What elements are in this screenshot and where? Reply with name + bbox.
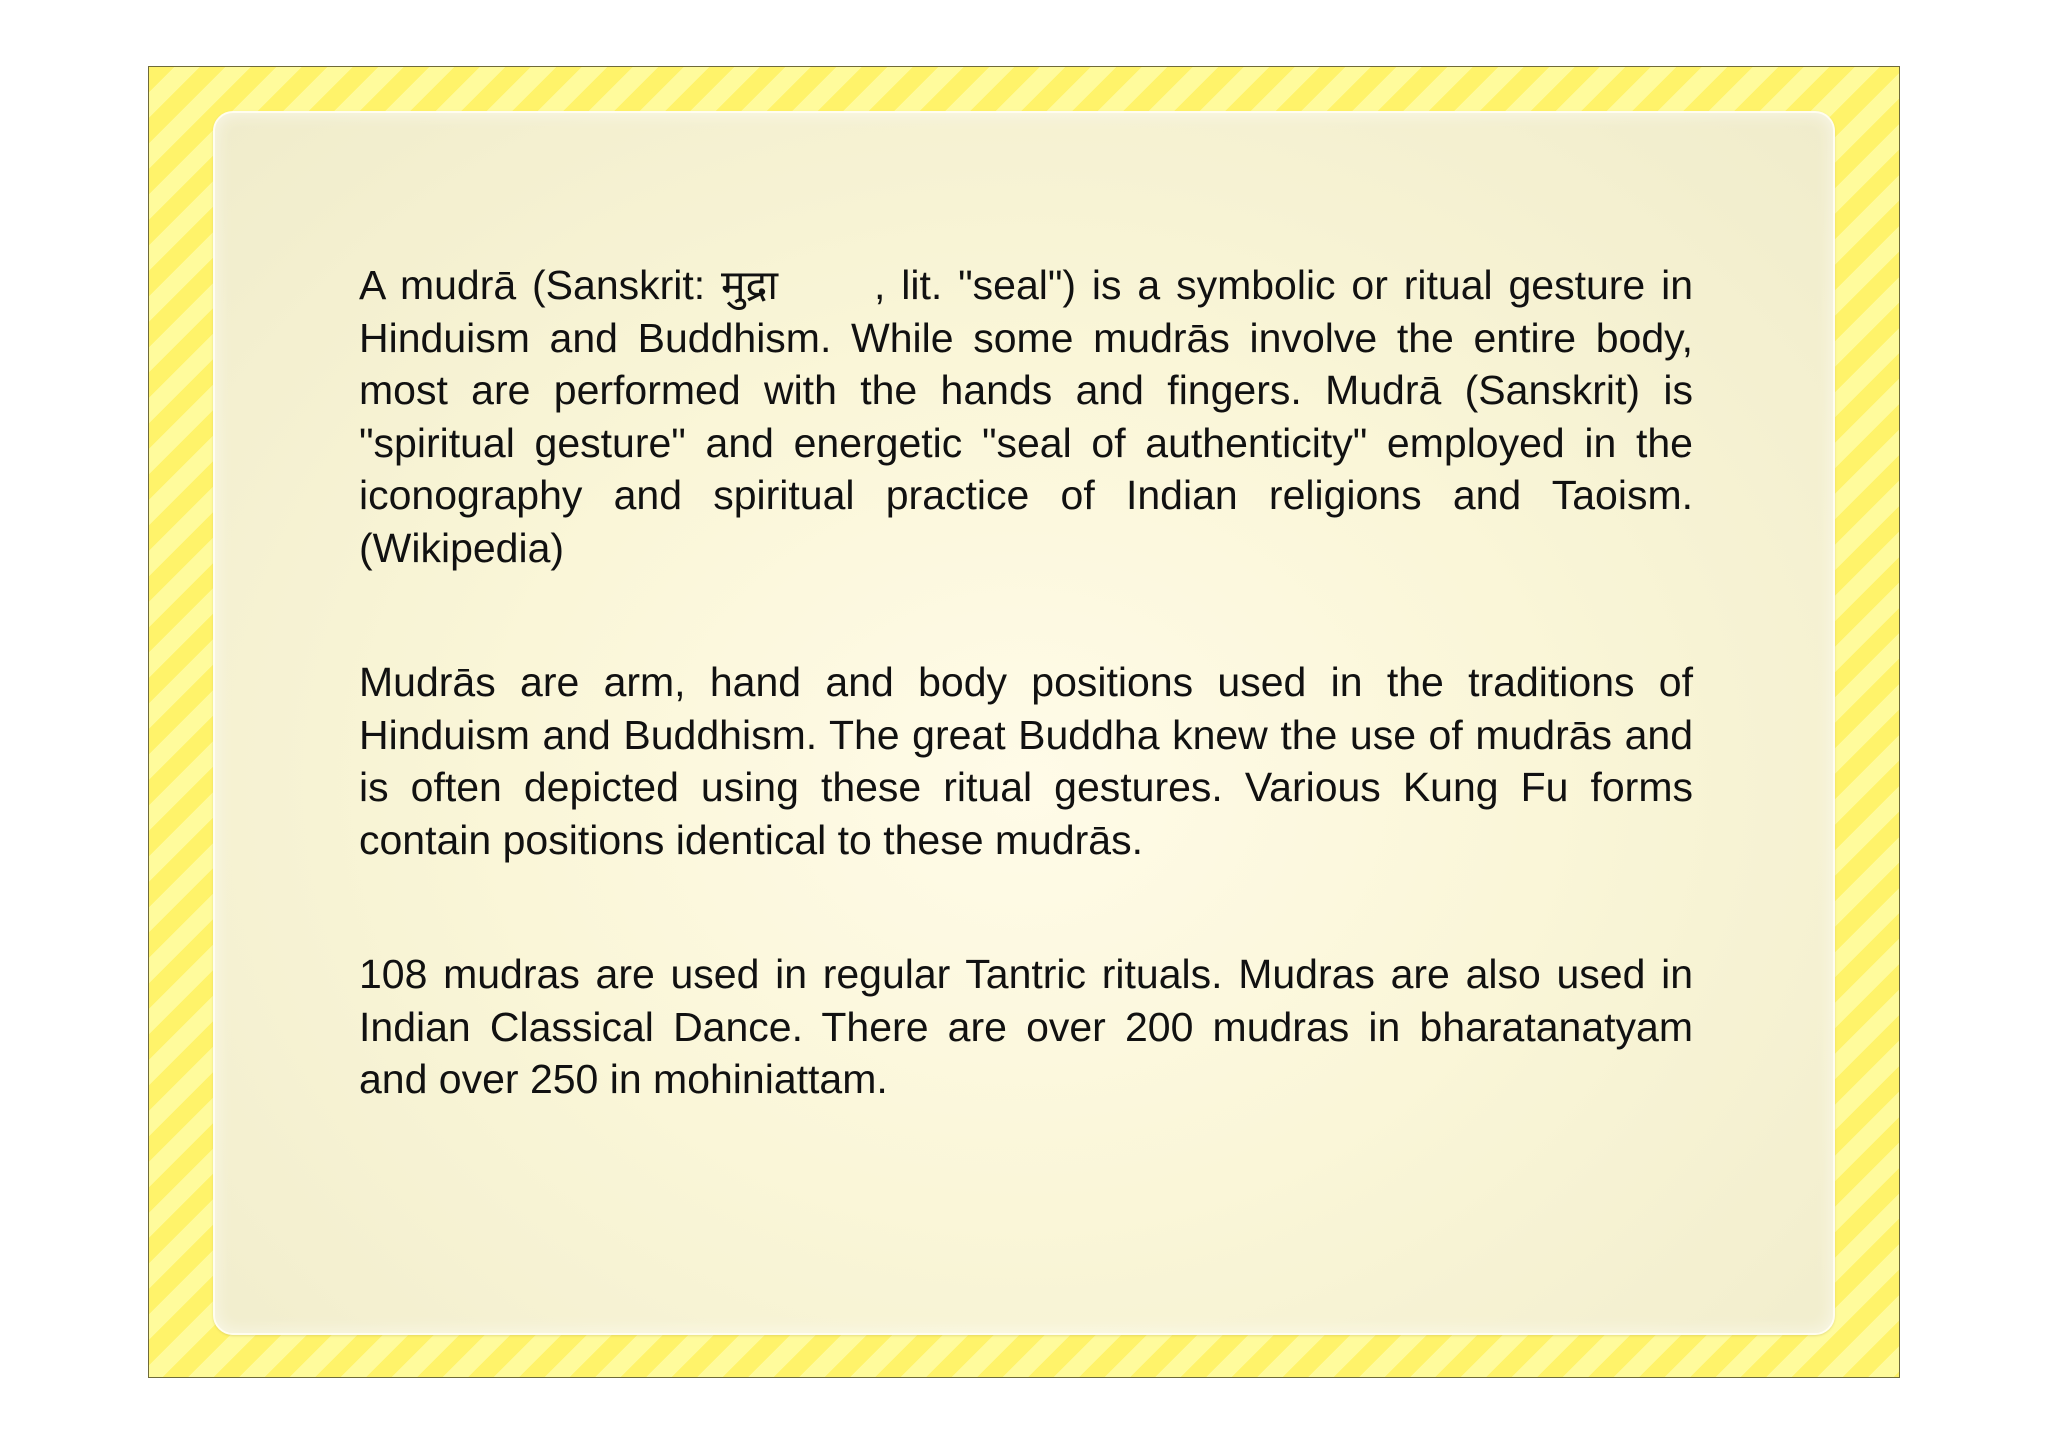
slide-frame [148,66,1900,1378]
paragraph-definition [359,259,1693,574]
paragraph-traditions: Mudrās are arm, hand and body positions used in the traditions of Hinduism and Buddhism. The great Buddha knew the use of mudrās and is often depicted using these ritual gestures. Various Kung Fu forms contain positions identical to these mudrās. [359,659,1693,863]
sanskrit-word: मुद्रा [721,262,778,308]
definition-intro: A mudrā (Sanskrit: [359,262,722,308]
content-panel [213,111,1835,1335]
paragraph-dance: 108 mudras are used in regular Tantric rituals. Mudras are also used in Indian Classical Dance. There are over 200 mudras in bharatanatyam and over 250 in mohiniattam. [359,951,1693,1102]
slide-text [359,259,1693,1106]
definition-rest: , lit. "seal") is a symbolic or ritual gesture in Hinduism and Buddhism. While some mudrās involve the entire body, most are performed with the hands and fingers. Mudrā (Sanskrit) is "spiritual gesture" and energetic "seal of authenticity" employed in the iconography and spiritual practice of Indian religions and Taoism. (Wikipedia) [359,262,1693,571]
